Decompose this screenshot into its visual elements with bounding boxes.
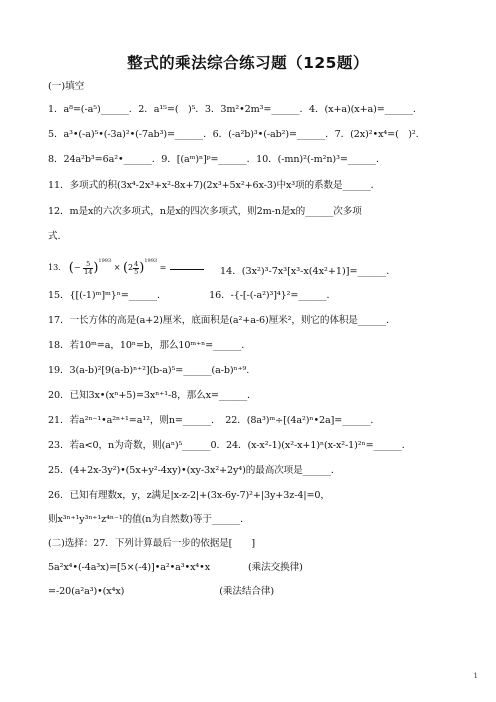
- close-paren-2: ): [139, 260, 145, 276]
- question-line-27-step1: 5a²x⁴•(-4a³x)=[5×(-4)]•a²•a³•x⁴•x (乘法交换律): [48, 562, 303, 573]
- exponent-1: 1993: [98, 258, 112, 264]
- equals-sign: =: [159, 263, 167, 272]
- answer-blank: [170, 263, 204, 270]
- question-line-11: 11．多项式的积(3x⁴-2x³+x²-8x+7)(2x³+5x²+6x-3)中x³项的系数是______．: [48, 180, 381, 191]
- question-line-21-22: 21．若a²ⁿ⁻¹•a²ⁿ⁺¹=a¹²，则n=______． 22．(8a³)ᵐ÷[(4a²)ⁿ•2a]=______．: [48, 415, 380, 426]
- question-line-15-16: 15．{[(-1)ᵐ]ᵐ}ⁿ=______． 16．-{-[-(-a²)³]⁴}²=______．: [48, 290, 336, 301]
- fraction-1: [83, 261, 93, 275]
- question-13: [48, 258, 204, 276]
- exponent-2: 1993: [144, 258, 158, 264]
- question-line-5-7: 5．a³•(-a)⁵•(-3a)²•(-7ab³)=______．6．(-a²b)³•(-ab²)=______．7．(2x)²•x⁴=( )².: [48, 129, 419, 140]
- page-number: 1: [473, 672, 478, 680]
- times-sign: ×: [113, 263, 121, 272]
- question-line-27-step2: =-20(a²a³)•(x⁴x) (乘法结合律): [48, 586, 275, 597]
- fraction-2-denominator: 5: [134, 267, 139, 276]
- minus-sign: −: [73, 263, 81, 272]
- question-line-8-10: 8．24a²b³=6a²•______．9．[(aᵐ)ⁿ]ᵖ=______．10．(-mn)²(-m²n)³=______．: [48, 154, 386, 165]
- question-line-20: 20．已知3x•(xⁿ+5)=3xⁿ⁺¹-8，那么x=______．: [48, 390, 257, 401]
- fraction-2-numerator: 4: [134, 260, 139, 268]
- fraction-1-numerator: 5: [83, 261, 93, 269]
- question-line-26-cont: 则x³ⁿ⁺¹y³ⁿ⁺¹z⁴ⁿ⁻¹的值(n为自然数)等于______．: [48, 514, 250, 525]
- question-line-25: 25．(4+2x-3y²)•(5x+y²-4xy)•(xy-3x²+2y⁴)的最高次项是______．: [48, 465, 341, 476]
- section-heading-fill-in: (一)填空: [48, 81, 85, 92]
- question-line-12: 12．m是x的六次多项式，n是x的四次多项式，则2m-n是x的______次多项: [48, 206, 362, 217]
- question-line-1-4: 1．a⁸=(-a⁵)______．2．a¹⁵=( )⁵．3．3m²•2m³=______．4．(x+a)(x+a)=______．: [48, 104, 423, 115]
- question-line-23-24: 23．若a<0，n为奇数，则(aⁿ)⁵______0．24．(x-x²-1)(x²-x+1)ⁿ(x-x²-1)²ⁿ=______．: [48, 440, 412, 451]
- question-line-18: 18．若10ᵐ=a，10ⁿ=b，那么10ᵐ⁺ⁿ=______．: [48, 340, 251, 351]
- page-title: 整式的乘法综合练习题（125题）: [127, 54, 369, 72]
- question-line-26: 26．已知有理数x，y，z满足|x-z-2|+(3x-6y-7)²+|3y+3z-4|=0，: [48, 490, 330, 501]
- question-14: 14．(3x²)³-7x³[x³-x(4x²+1)]=______．: [220, 266, 396, 277]
- question-line-17: 17．一长方体的高是(a+2)厘米，底面积是(a²+a-6)厘米²，则它的体积是______．: [48, 315, 396, 326]
- open-paren-2: (: [122, 260, 129, 276]
- q13-number: 13．: [48, 263, 67, 272]
- whole-number: 2: [128, 263, 134, 272]
- open-paren: (: [68, 260, 74, 276]
- fraction-1-denominator: 14: [84, 267, 93, 276]
- question-line-19: 19．3(a-b)²[9(a-b)ⁿ⁺²](b-a)⁵=______(a-b)ⁿ⁺⁹.: [48, 365, 250, 376]
- section-heading-choice: (二)选择：27．下列计算最后一步的依据是[ ]: [48, 538, 255, 549]
- question-line-12-cont: 式．: [48, 231, 67, 242]
- close-paren: ): [93, 260, 99, 276]
